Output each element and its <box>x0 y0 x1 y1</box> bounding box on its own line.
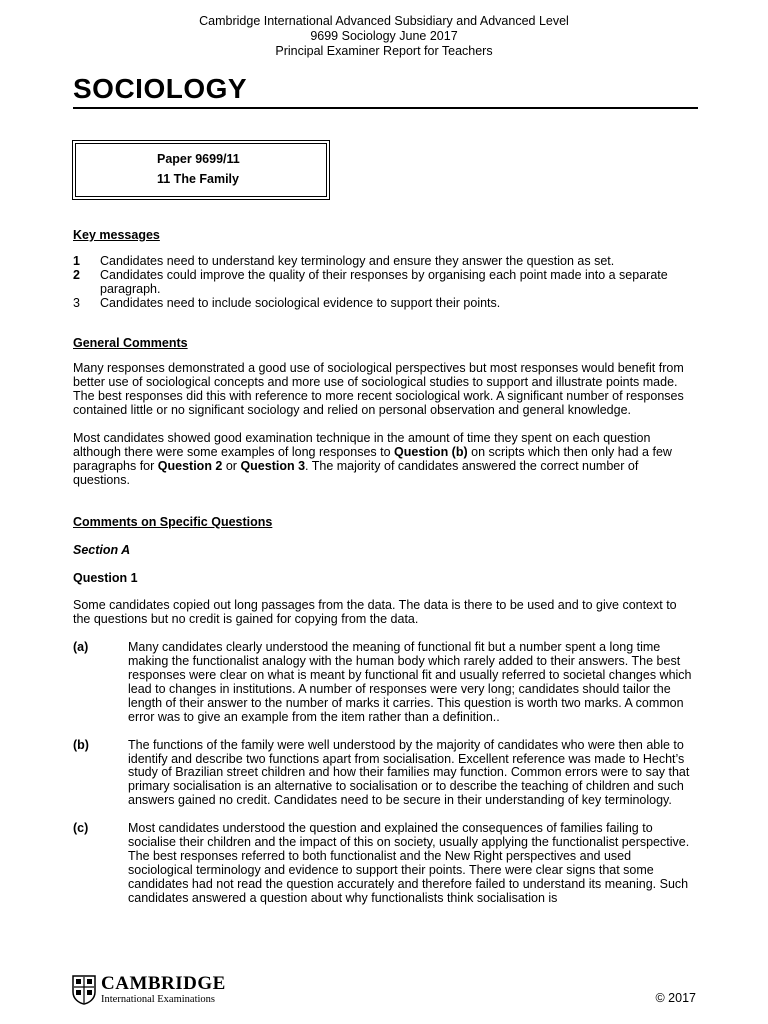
report-content <box>73 229 695 906</box>
list-item-number: 1 <box>73 253 80 268</box>
question-intro: Some candidates copied out long passages from the data. The data is there to be used and to give context to the questions but no credit is gained for copying from the data. <box>73 598 677 627</box>
question-ref: Question 2 <box>157 458 223 473</box>
section-heading: Section A <box>73 542 131 557</box>
part-label: (b) <box>73 737 89 752</box>
key-messages-list <box>73 255 695 311</box>
logo-name: CAMBRIDGE <box>101 973 226 994</box>
page-title: SOCIOLOGY <box>73 73 248 104</box>
paper-box <box>72 140 330 200</box>
title-rule <box>73 107 698 109</box>
cambridge-logo <box>72 974 226 1006</box>
list-item <box>73 269 695 297</box>
list-item-text: Candidates could improve the quality of their responses by organising each point made into a separate paragraph. <box>100 267 668 296</box>
report-header <box>0 14 768 59</box>
list-item-number: 2 <box>73 267 80 282</box>
question-heading: Question 1 <box>73 570 138 585</box>
paragraph-text: on scripts which then only had a few paragraphs for <box>73 444 672 473</box>
list-item-text: Candidates need to understand key terminology and ensure they answer the question as set. <box>100 253 615 268</box>
question-part-a <box>73 641 695 724</box>
key-messages-heading: Key messages <box>73 228 160 242</box>
paper-number: Paper 9699/11 <box>157 152 240 166</box>
paragraph-text: or <box>222 458 241 473</box>
general-comments-paragraph-2 <box>73 432 695 488</box>
header-line-2: 9699 Sociology June 2017 <box>310 29 458 43</box>
question-ref: Question (b) <box>394 444 468 459</box>
logo-wordmark <box>101 974 226 1006</box>
part-text: Many candidates clearly understood the meaning of functional fit but a number spent a long time making the functionalist analogy with the human body which rarely added to their answers. The best responses were clear on what is meant by functional fit and usually referred to societal changes which lead to changes in institutions. A number of responses were very long; candidates should tailor the length of their answer to the number of marks it carries. This question is worth two marks. A common error was to give an example from the item rather than a definition.. <box>128 640 692 724</box>
list-item <box>73 297 695 311</box>
paper-title: 11 The Family <box>157 172 239 186</box>
part-label: (c) <box>73 821 89 836</box>
list-item-number: 3 <box>73 295 80 310</box>
paragraph-text: Most candidates showed good examination technique in the amount of time they spent on each question although there were some examples of long responses to <box>73 431 651 459</box>
crest-icon <box>72 975 96 1005</box>
logo-subtitle: International Examinations <box>101 994 216 1005</box>
list-item <box>73 255 695 269</box>
header-line-3: Principal Examiner Report for Teachers <box>275 44 493 58</box>
paragraph-text: . The majority of candidates answered the correct number of questions. <box>73 458 639 487</box>
copyright-notice: © 2017 <box>655 991 696 1005</box>
part-label: (a) <box>73 640 89 655</box>
question-part-b <box>73 739 695 809</box>
part-text: Most candidates understood the question and explained the consequences of families failing to socialise their children and the impact of this on society, usually applying the functionalist perspective. The best responses referred to both functionalist and the New Right perspectives and used sociological terminology and evidence to support their points. There were clear signs that some candidates had not read the question accurately and therefore failed to understand its meaning. Such candidates answered a question about why functionalists think socialisation is <box>128 821 690 905</box>
list-item-text: Candidates need to include sociological evidence to support their points. <box>100 295 501 310</box>
general-comments-heading: General Comments <box>73 335 188 350</box>
general-comments-paragraph-1: Many responses demonstrated a good use of sociological perspectives but most responses would benefit from better use of sociological concepts and more use of sociological studies to support and illustrate points made. The best responses did this with reference to more recent sociological work. A significant number of responses contained little or no significant sociology and relied on personal observation and general knowledge. <box>73 361 684 418</box>
part-text: The functions of the family were well understood by the majority of candidates who were then able to identify and describe two functions apart from socialisation. Excellent reference was made to Hecht’s study of Brazilian street children and how their families may function. Common errors were to say that primary socialisation is an alternative to socialisation or to describe the teaching of children and such answers gained no credit. Candidates need to be secure in their understanding of key terminology. <box>128 737 690 808</box>
question-ref: Question 3 <box>240 458 306 473</box>
specific-questions-heading: Comments on Specific Questions <box>73 514 273 529</box>
header-line-1: Cambridge International Advanced Subsidiary and Advanced Level <box>199 14 569 28</box>
question-part-c <box>73 822 695 905</box>
